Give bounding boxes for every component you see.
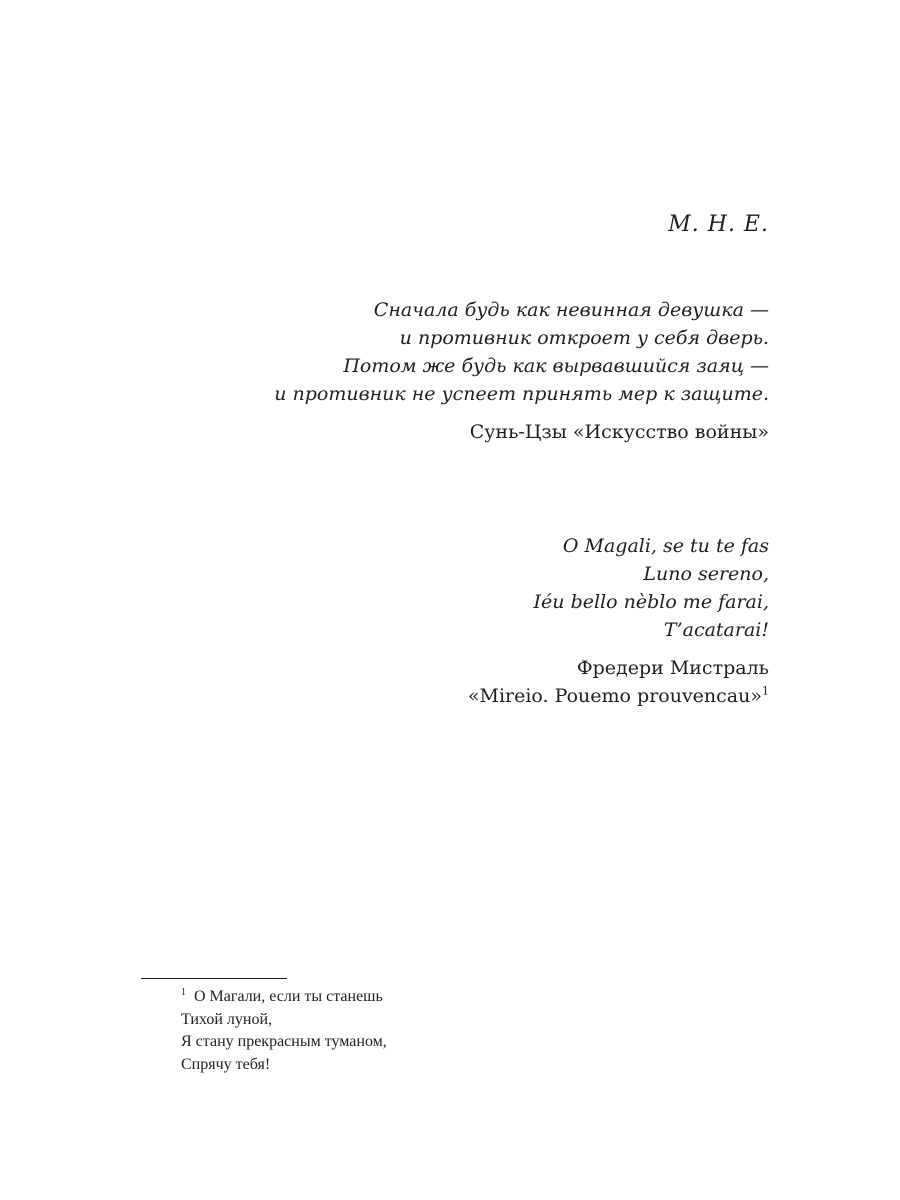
- verse-line: Сначала будь как невинная девушка —: [373, 299, 769, 321]
- epigraph-attribution: Сунь-Цзы «Искусство войны»: [469, 421, 769, 443]
- footnote-line: Я стану прекрасным туманом,: [181, 1033, 387, 1050]
- verse-line: Потом же будь как вырвавшийся заяц —: [343, 355, 769, 377]
- verse-line: T’acatarai!: [663, 619, 769, 641]
- epigraph-verse: [274, 296, 769, 408]
- verse-line: и противник откроет у себя дверь.: [399, 327, 769, 349]
- attribution-work-title: «Mireio. Pouemo prouvencau»: [467, 685, 762, 707]
- footnote: [181, 986, 387, 1076]
- epigraph-verse: [468, 532, 769, 644]
- footnote-line: Спрячу тебя!: [181, 1055, 271, 1073]
- verse-line: Luno sereno,: [643, 563, 769, 585]
- dedication: M. H. E.: [668, 212, 769, 237]
- epigraph-mistral: [468, 532, 769, 710]
- footnote-line: Тихой луной,: [181, 1010, 272, 1028]
- verse-line: и противник не успеет принять мер к защите.: [274, 383, 769, 405]
- epigraph-sun-tzu: [274, 296, 769, 446]
- epigraph-attribution: [468, 654, 769, 710]
- footnote-reference[interactable]: 1: [762, 684, 769, 698]
- verse-line: O Magali, se tu te fas: [562, 535, 769, 557]
- verse-line: Iéu bello nèblo me farai,: [533, 591, 769, 613]
- footnote-marker: 1: [181, 986, 186, 998]
- attribution-author: Фредери Мистраль: [576, 657, 769, 679]
- attribution-work: [468, 682, 769, 710]
- footnote-divider: [141, 978, 287, 979]
- footnote-line: [181, 986, 387, 1009]
- footnote-text: О Магали, если ты станешь: [194, 988, 383, 1005]
